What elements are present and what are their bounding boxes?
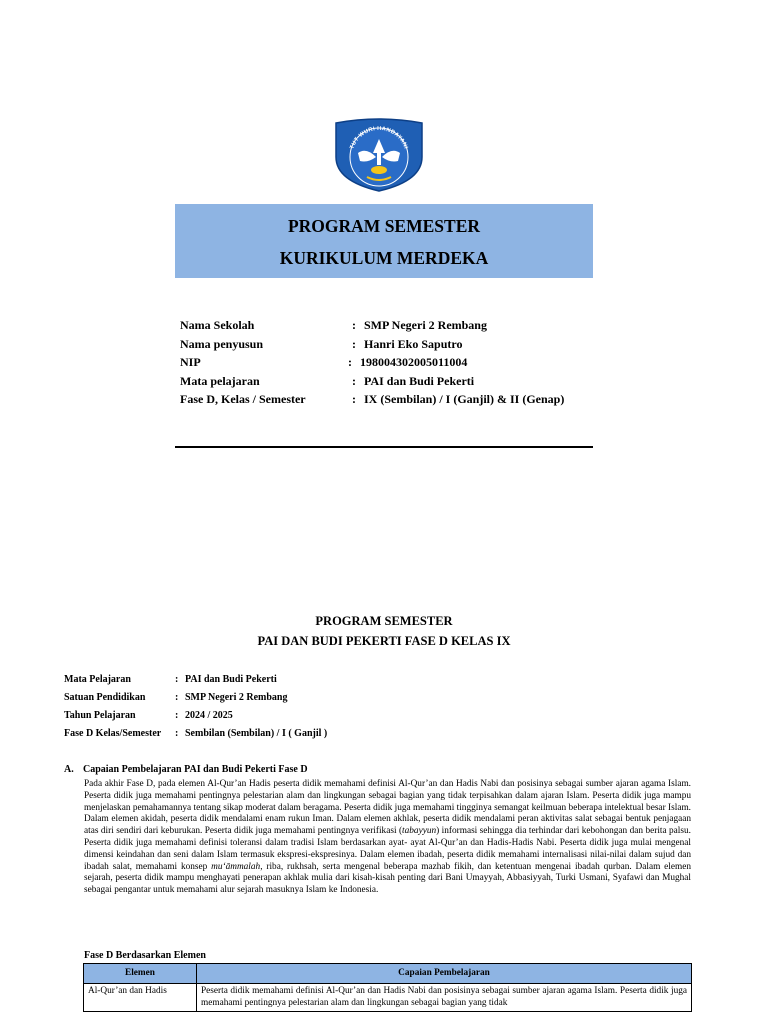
cover-info-colon: : [352,373,356,388]
document-info-label: Fase D Kelas/Semester [64,728,162,739]
cover-title-line2: KURIKULUM MERDEKA [279,248,489,268]
document-info-label: Satuan Pendidikan [64,692,146,703]
paragraph-italic-term: mu‘āmmalah [211,861,261,872]
column-header-capaian: Capaian Pembelajaran [197,964,692,984]
capaian-table [83,963,692,1012]
document-info-label: Tahun Pelajaran [64,710,136,721]
document-identity-list [64,674,424,746]
cover-info-row [180,374,600,393]
cover-info-row [180,355,600,374]
document-info-row [64,710,424,728]
document-info-colon: : [175,710,179,721]
cover-info-label: Mata pelajaran [180,373,260,388]
cover-info-value: PAI dan Budi Pekerti [364,373,475,388]
cover-identity-list [180,318,600,411]
document-info-value: Sembilan (Sembilan) / I ( Ganjil ) [185,728,328,739]
cover-info-value: IX (Sembilan) / I (Ganjil) & II (Genap) [364,392,565,406]
subsection-heading: Fase D Berdasarkan Elemen [84,950,206,961]
document-info-colon: : [175,728,179,739]
document-info-label: Mata Pelajaran [64,674,131,685]
cover-info-label: Fase D, Kelas / Semester [180,392,306,406]
document-info-row [64,692,424,710]
tut-wuri-handayani-logo [332,117,426,192]
capaian-paragraph [84,779,691,897]
cover-title-banner [175,204,593,278]
document-info-row [64,674,424,692]
section-heading [64,764,308,775]
cover-info-label: Nama penyusun [180,336,264,351]
cover-info-colon: : [352,392,356,406]
cover-info-row [180,318,600,337]
cover-info-row [180,337,600,356]
section-letter: A. [64,764,74,775]
cover-info-row [180,392,600,411]
document-info-row [64,728,424,746]
cover-divider [175,446,593,448]
cover-title-line1: PROGRAM SEMESTER [287,216,481,236]
cover-info-label: NIP [180,355,201,369]
column-header-elemen: Elemen [84,964,197,984]
cover-info-value: SMP Negeri 2 Rembang [364,318,487,332]
cover-info-label: Nama Sekolah [180,318,255,332]
paragraph-text: ) informasi sehingga dia terhindar dari kebohongan dan berita palsu. Peserta didik juga memahami definisi toleransi dalam tradisi Islam berdasarkan ayat- ayat Al-Qur’an dan Hadis-Hadis Nabi. Peserta didik juga mulai mengenal dimensi keindahan dan seni dalam Islam termasuk ekspresi-ekspresinya. Dalam elemen ibadah, peserta didik memahami internalisasi nilai-nilai dalam sujud dan ibadah salat, memahami konsep [84,826,691,872]
document-info-colon: : [175,692,179,703]
cover-info-colon: : [352,336,356,351]
table-cell-capaian: Peserta didik memahami definisi Al-Qur’an dan Hadis Nabi dan posisinya sebagai sumber ajaran agama Islam. Peserta didik juga memahami pentingnya pelestarian alam dan lingkungan sebagai bagian yang tidak [197,984,692,1012]
cover-info-colon: : [352,318,356,332]
paragraph-italic-term: tabayyun [402,826,437,837]
cover-info-value: 198004302005011004 [360,355,468,369]
document-info-value: SMP Negeri 2 Rembang [185,692,288,703]
table-row [84,984,692,1012]
document-title-line1: PROGRAM SEMESTER [315,614,453,628]
logo-motto-text: TUT WURI HANDAYANI [349,125,409,150]
table-header-row [84,964,692,984]
document-info-colon: : [175,674,179,685]
paragraph-text: , riba, rukhsah, serta mengenal beberapa mazhab fikih, dan ketentuan mengenai ibadah qurban. Dalam elemen sejarah, peserta didik mampu menghayati penerapan akhlak mulia dari kisah-kisah penting dari Bani Umayyah, Abbasiyyah, Turki Usmani, Syafawi dan Mughal sebagai pengantar untuk memahami alur sejarah masuknya Islam ke Indonesia. [84,861,691,896]
section-title: Capaian Pembelajaran PAI dan Budi Pekerti Fase D [83,764,308,775]
table-cell-elemen: Al-Qur’an dan Hadis [84,984,197,1012]
document-info-value: PAI dan Budi Pekerti [185,674,277,685]
paragraph-text: Pada akhir Fase D, pada elemen Al-Qur’an Hadis peserta didik memahami definisi Al-Qur’an dan Hadis Nabi dan posisinya sebagai sumber ajaran agama Islam. Peserta didik juga memahami pentingnya pelestarian alam dan lingkungan sebagai bagian yang tidak terpisahkan dalam ajaran Islam. Peserta didik juga mampu menjelaskan pemahamannya tentang sikap moderat dalam beragama. Peserta didik juga memahami tingginya semangat keilmuan beberapa intelektual besar Islam. Dalam elemen akidah, peserta didik mendalami enam rukun Iman. Dalam elemen akhlak, peserta didik mendalami peran aktivitas salat sebagai bentuk penjagaan atas diri sendiri dari keburukan. Peserta didik juga memahami pentingnya verifikasi ( [84,779,691,837]
document-title-line2: PAI DAN BUDI PEKERTI FASE D KELAS IX [257,634,511,648]
cover-info-value: Hanri Eko Saputro [364,336,463,351]
document-info-value: 2024 / 2025 [185,710,233,721]
cover-info-colon: : [348,355,352,369]
